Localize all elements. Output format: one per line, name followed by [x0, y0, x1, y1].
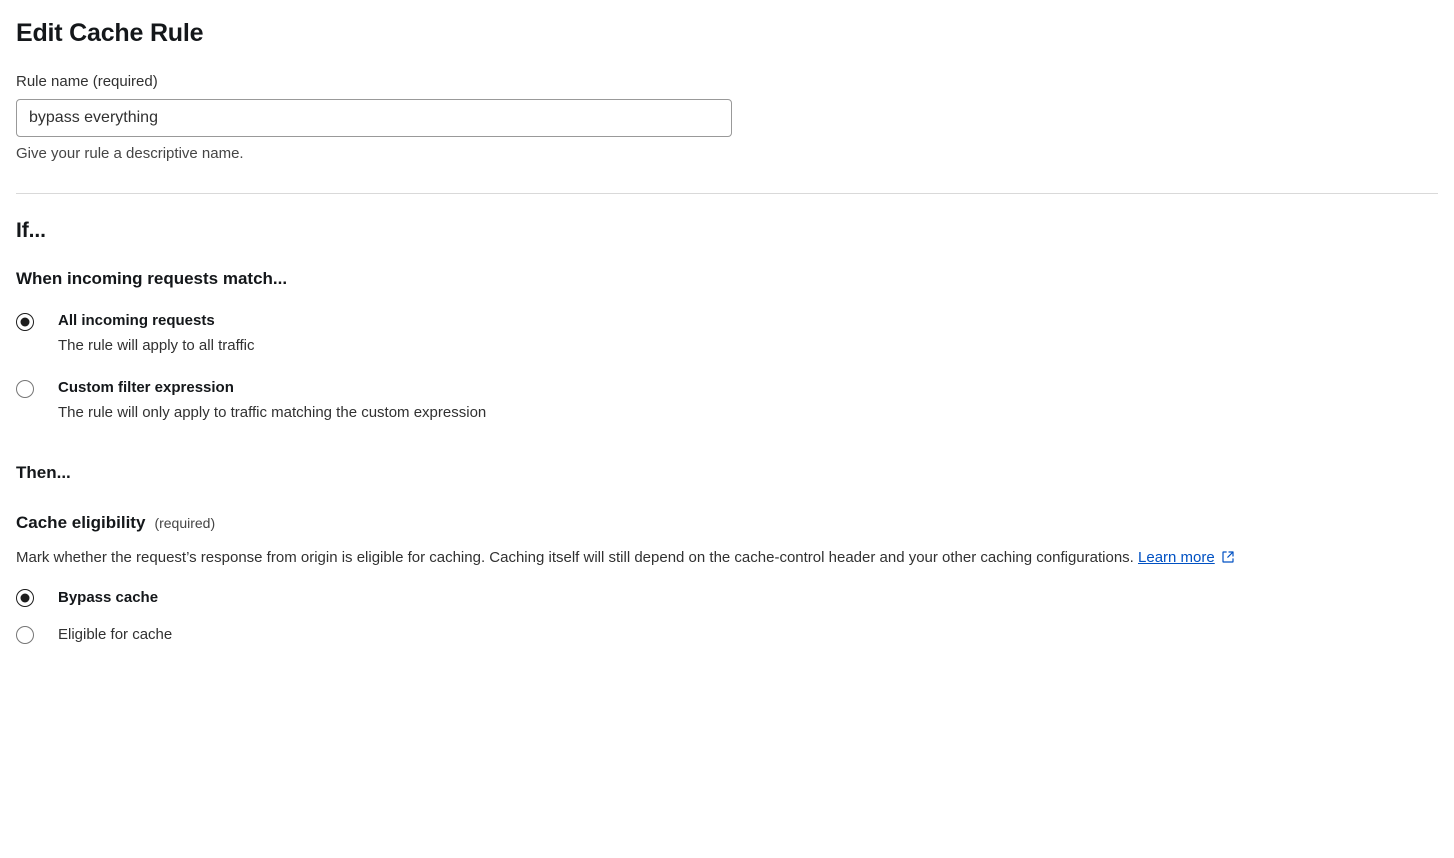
radio-label-bypass-cache: Bypass cache: [58, 589, 159, 606]
external-link-icon[interactable]: [1221, 549, 1235, 571]
rule-name-input[interactable]: [16, 99, 732, 137]
cache-eligibility-required-tag: (required): [154, 514, 216, 531]
section-divider: [16, 193, 1438, 194]
cache-eligibility-description: [16, 547, 1438, 571]
radio-label-custom-filter-expression: Custom filter expression: [58, 378, 234, 396]
if-section-subheading: When incoming requests match...: [16, 268, 288, 288]
then-section-heading: Then...: [16, 462, 71, 482]
if-section-heading: If...: [16, 218, 46, 242]
radio-label-all-incoming-requests: All incoming requests: [58, 311, 215, 329]
rule-name-label: Rule name (required): [16, 73, 158, 90]
radio-icon-custom-filter-expression[interactable]: [16, 380, 34, 398]
page-title: Edit Cache Rule: [16, 19, 204, 47]
radio-option-eligible-for-cache[interactable]: [16, 626, 1438, 644]
cache-eligibility-description-text: Mark whether the request’s response from origin is eligible for caching. Caching itself will still depend on the cache-control header and your other caching configurations.: [16, 548, 1134, 566]
radio-icon-bypass-cache[interactable]: [16, 589, 34, 607]
incoming-requests-radio-group: [16, 311, 1438, 423]
radio-option-bypass-cache[interactable]: [16, 589, 1438, 607]
radio-description-custom-filter-expression: The rule will only apply to traffic matching the custom expression: [58, 404, 487, 422]
rule-name-helper: Give your rule a descriptive name.: [16, 144, 244, 162]
radio-description-all-incoming-requests: The rule will apply to all traffic: [58, 337, 255, 355]
radio-label-eligible-for-cache: Eligible for cache: [58, 626, 173, 643]
radio-icon-eligible-for-cache[interactable]: [16, 626, 34, 644]
radio-option-all-incoming-requests[interactable]: [16, 311, 1438, 356]
cache-eligibility-label-row: [16, 513, 1438, 533]
radio-option-custom-filter-expression[interactable]: [16, 378, 1438, 423]
learn-more-link[interactable]: Learn more: [1138, 548, 1215, 566]
cache-eligibility-label: Cache eligibility: [16, 512, 146, 532]
radio-icon-all-incoming-requests[interactable]: [16, 313, 34, 331]
cache-eligibility-radio-group: [16, 589, 1438, 644]
